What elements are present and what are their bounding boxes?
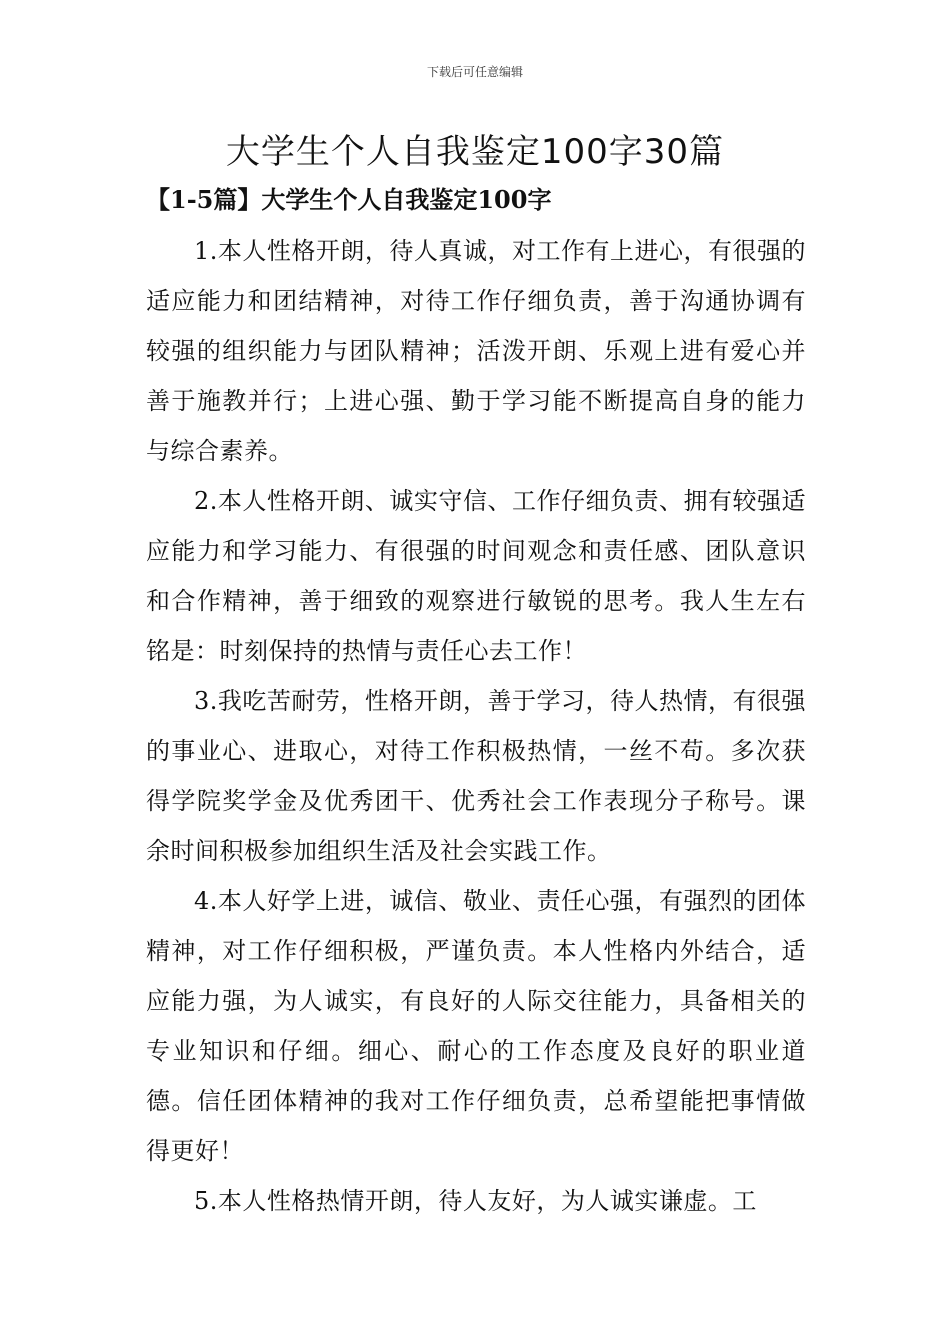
document-body (146, 226, 806, 1226)
paragraph-5: 5.本人性格热情开朗，待人友好，为人诚实谦虚。工 (194, 1187, 757, 1215)
paragraph-1: 1.本人性格开朗，待人真诚，对工作有上进心，有很强的适应能力和团结精神，对待工作仔细负责，善于沟通协调有较强的组织能力与团队精神；活泼开朗、乐观上进有爱心并善于施教并行；上进心强、勤于学习能不断提高自身的能力与综合素养。 (146, 237, 806, 465)
page-title: 大学生个人自我鉴定100字30篇 (225, 132, 725, 172)
header-note: 下载后可任意编辑 (426, 65, 523, 79)
paragraph-2: 2.本人性格开朗、诚实守信、工作仔细负责、拥有较强适应能力和学习能力、有很强的时间观念和责任感、团队意识和合作精神，善于细致的观察进行敏锐的思考。我人生左右铭是：时刻保持的热情与责任心去工作！ (146, 487, 806, 665)
section-heading: 【1-5篇】大学生个人自我鉴定100字 (146, 185, 552, 214)
paragraph-3: 3.我吃苦耐劳，性格开朗，善于学习，待人热情，有很强的事业心、进取心，对待工作积极热情，一丝不苟。多次获得学院奖学金及优秀团干、优秀社会工作表现分子称号。课余时间积极参加组织生活及社会实践工作。 (146, 687, 806, 865)
paragraph-4: 4.本人好学上进，诚信、敬业、责任心强，有强烈的团体精神，对工作仔细积极，严谨负责。本人性格内外结合，适应能力强，为人诚实，有良好的人际交往能力，具备相关的专业知识和仔细。细心、耐心的工作态度及良好的职业道德。信任团体精神的我对工作仔细负责，总希望能把事情做得更好！ (146, 887, 806, 1165)
